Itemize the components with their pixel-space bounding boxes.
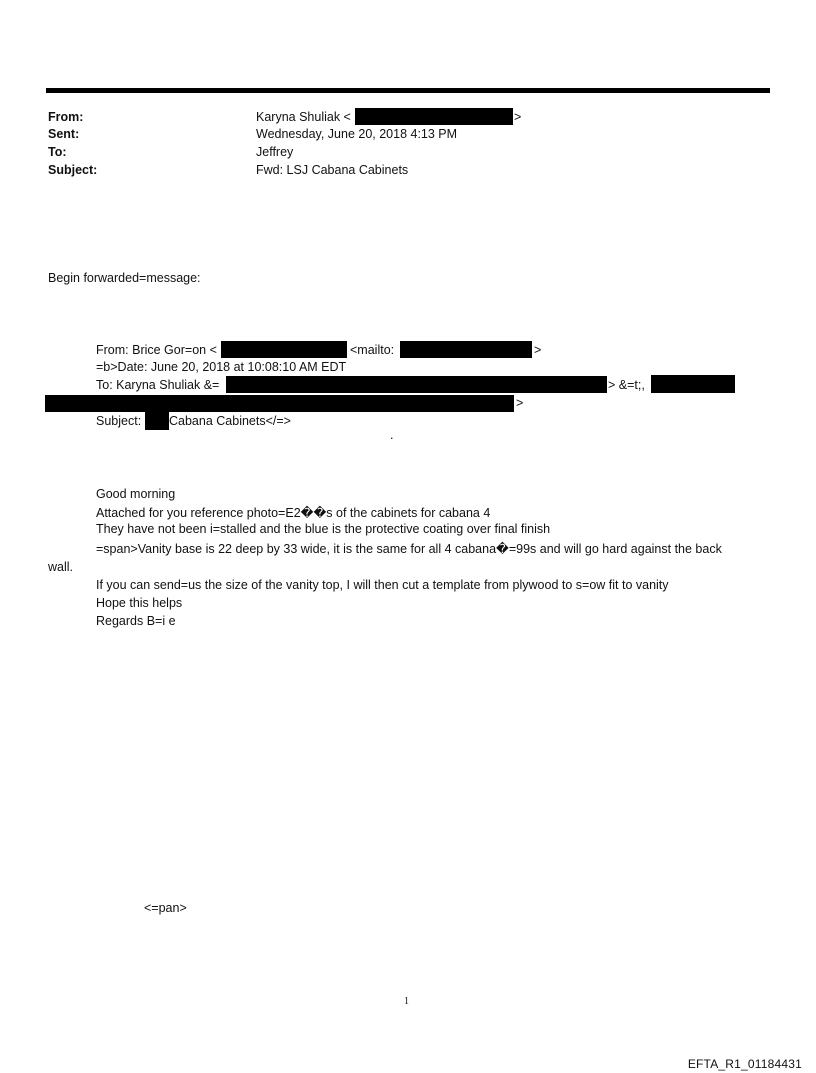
from-label: From: (48, 110, 84, 124)
to-value: Jeffrey (256, 145, 294, 159)
fwd-to-prefix: To: Karyna Shuliak &= (96, 378, 220, 392)
fwd-to-suffix: > &=t;, (608, 378, 645, 392)
fwd-mailto-close: > (534, 343, 542, 357)
fwd-subject-rest: Cabana Cabinets</=> (169, 414, 291, 428)
from-close: > (514, 110, 522, 124)
forward-intro: Begin forwarded=message: (48, 271, 201, 285)
body-line-6: Regards B=i e (96, 614, 176, 628)
body-line-3-wrap: wall. (48, 560, 74, 574)
sent-value: Wednesday, June 20, 2018 4:13 PM (256, 127, 458, 141)
redaction-box (45, 395, 514, 412)
footer-tag: <=pan> (144, 901, 187, 915)
bates-number: EFTA_R1_01184431 (687, 1057, 802, 1071)
redaction-box (651, 375, 735, 393)
sent-label: Sent: (48, 127, 80, 141)
body-line-5: Hope this helps (96, 596, 183, 610)
subject-value: Fwd: LSJ Cabana Cabinets (256, 163, 409, 177)
stray-dot: . (390, 428, 394, 442)
fwd-subject-prefix: Subject: (96, 414, 142, 428)
to-label: To: (48, 145, 67, 159)
fwd-mailto-prefix: <mailto: (350, 343, 395, 357)
body-line-4: If you can send=us the size of the vanity top, I will then cut a template from plywood to s=ow fit to vanity (96, 578, 669, 592)
body-line-2: They have not been i=stalled and the blue is the protective coating over final finish (96, 522, 551, 536)
fwd-from-prefix: From: Brice Gor=on < (96, 343, 217, 357)
fwd-date-line: =b>Date: June 20, 2018 at 10:08:10 AM EDT (96, 360, 347, 374)
subject-label: Subject: (48, 163, 98, 177)
redaction-box (145, 412, 169, 430)
redaction-box (221, 341, 347, 358)
redaction-box (355, 108, 513, 125)
body-line-3: =span>Vanity base is 22 deep by 33 wide, it is the same for all 4 cabana�=99s and will go hard against the back (96, 542, 722, 556)
from-name: Karyna Shuliak < (256, 110, 351, 124)
body-line-1: Attached for you reference photo=E2��s of the cabinets for cabana 4 (96, 506, 491, 520)
fwd-cc-close: > (516, 396, 524, 410)
redaction-box (226, 376, 607, 393)
header-rule (46, 88, 770, 93)
page-number: 1 (404, 996, 409, 1007)
redaction-box (400, 341, 532, 358)
body-greeting: Good morning (96, 487, 176, 501)
